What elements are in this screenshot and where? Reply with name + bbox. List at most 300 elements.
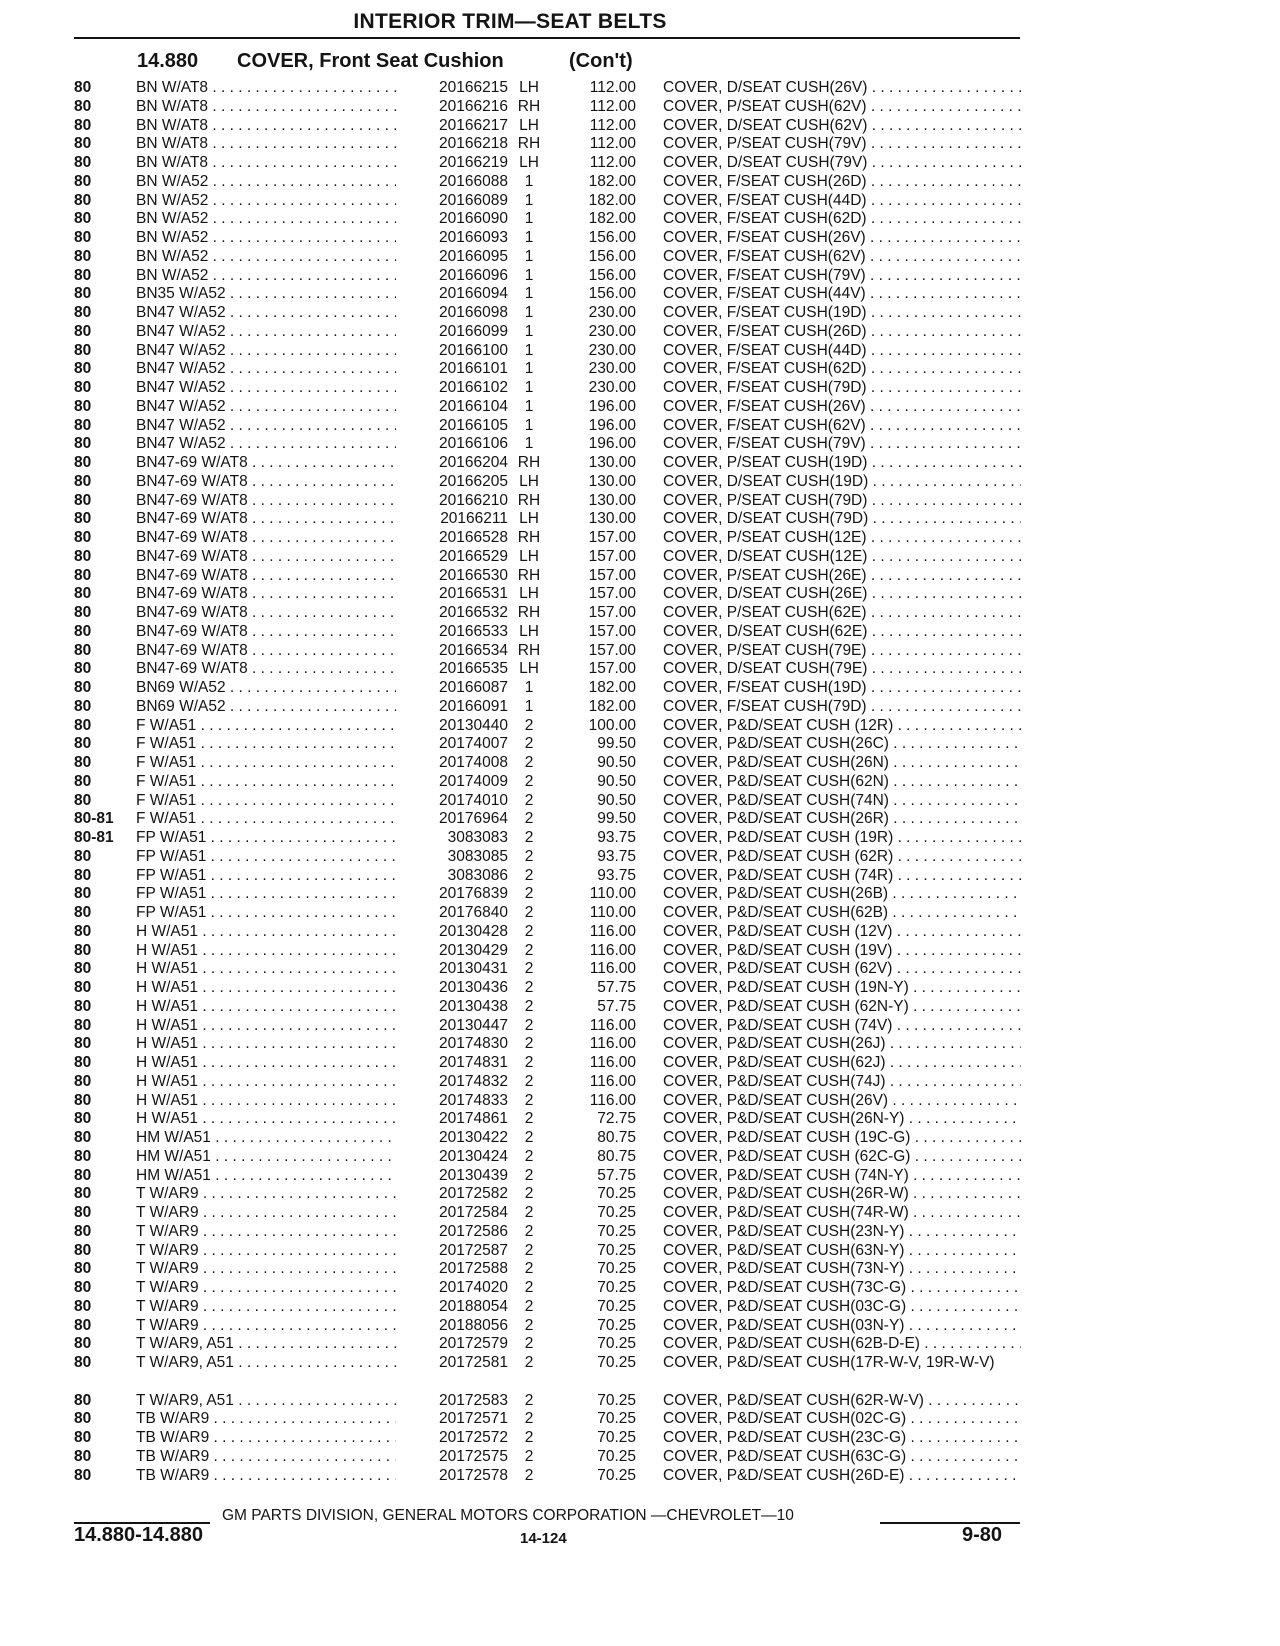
description-cell: COVER, P/SEAT CUSH(79V) . . . [663, 135, 1021, 154]
model-cell: BN47 W/A52 . . . [136, 435, 406, 454]
table-row [0, 1354, 1280, 1392]
price-cell: 57.75 [597, 997, 636, 1015]
year-cell: 80 [74, 697, 92, 715]
price-cell: 157.00 [588, 604, 636, 621]
year-cell: 80 [74, 397, 92, 415]
model-cell: BN47-69 W/AT8 . . . [136, 604, 406, 623]
year-cell: 80 [74, 791, 92, 809]
model-cell: BN W/AT8 . . . [136, 135, 406, 154]
model-cell: BN W/A52 . . . [136, 267, 406, 286]
year-cell: 80 [74, 1185, 92, 1203]
quantity-cell: 2 [524, 1054, 534, 1071]
year-cell: 80 [74, 1072, 92, 1090]
table-row [0, 1410, 1280, 1429]
year-cell: 80 [74, 79, 92, 96]
model-cell: TB W/AR9 . . . [136, 1429, 406, 1448]
year-cell: 80 [74, 341, 92, 359]
price-cell: 116.00 [589, 1091, 636, 1109]
year-cell: 80 [74, 304, 92, 321]
quantity-cell: 1 [524, 697, 534, 715]
quantity-cell: 1 [524, 341, 534, 359]
quantity-cell: 1 [524, 397, 534, 415]
description-cell: COVER, D/SEAT CUSH(62E) . . . [663, 623, 1021, 642]
table-row [0, 210, 1280, 229]
description-cell: COVER, P&D/SEAT CUSH(63C-G) . . . [663, 1448, 1021, 1467]
year-cell: 80 [74, 979, 92, 996]
model-cell: FP W/A51 . . . [136, 848, 406, 867]
price-cell: 93.75 [597, 866, 636, 884]
part-number-cell: 20130429 [396, 942, 508, 961]
table-row [0, 1035, 1280, 1054]
table-row [0, 1204, 1280, 1223]
model-cell: BN69 W/A52 . . . [136, 679, 406, 698]
table-row [0, 998, 1280, 1017]
description-cell: COVER, F/SEAT CUSH(79D) . . . [663, 698, 1021, 717]
description-cell: COVER, F/SEAT CUSH(26V) . . . [663, 229, 1021, 248]
description-cell: COVER, P/SEAT CUSH(19D) . . . [663, 454, 1021, 473]
year-cell: 80 [74, 416, 92, 434]
part-number-cell: 20172587 [396, 1242, 508, 1261]
quantity-cell: 2 [524, 1279, 534, 1296]
description-cell: COVER, P&D/SEAT CUSH (19R) . . . [663, 829, 1021, 848]
part-number-cell: 20166215 [396, 79, 508, 98]
year-cell: 80 [74, 772, 92, 790]
section-title: COVER, Front Seat Cushion [237, 50, 504, 72]
quantity-cell: 1 [524, 435, 534, 453]
table-row [0, 885, 1280, 904]
model-cell: BN47 W/A52 . . . [136, 379, 406, 398]
description-cell: COVER, P&D/SEAT CUSH (12V) . . . [663, 923, 1021, 942]
quantity-cell: LH [519, 585, 539, 603]
part-number-cell: 20166106 [396, 435, 508, 454]
table-row [0, 154, 1280, 173]
description-cell: COVER, P&D/SEAT CUSH (62C-G) . . . [663, 1148, 1021, 1167]
part-number-cell: 20166098 [396, 304, 508, 323]
quantity-cell: 1 [524, 360, 534, 378]
price-cell: 116.00 [589, 960, 636, 978]
price-cell: 70.25 [597, 1297, 636, 1315]
table-row [0, 267, 1280, 286]
model-cell: H W/A51 . . . [136, 923, 406, 942]
description-cell: COVER, P/SEAT CUSH(79E) . . . [663, 642, 1021, 661]
price-cell: 130.00 [588, 510, 636, 528]
year-cell: 80 [74, 847, 92, 865]
year-cell: 80 [74, 172, 92, 190]
model-cell: T W/AR9 . . . [136, 1260, 406, 1279]
price-cell: 116.00 [589, 941, 636, 959]
description-cell: COVER, D/SEAT CUSH(19D) . . . [663, 473, 1021, 492]
description-cell: COVER, P/SEAT CUSH(12E) . . . [663, 529, 1021, 548]
model-cell: TB W/AR9 . . . [136, 1467, 406, 1486]
quantity-cell: 2 [524, 716, 534, 734]
table-row [0, 342, 1280, 361]
part-number-cell: 20188054 [396, 1298, 508, 1317]
table-row [0, 1129, 1280, 1148]
table-row [0, 1392, 1280, 1411]
quantity-cell: 2 [524, 1204, 534, 1221]
table-row [0, 1298, 1280, 1317]
model-cell: FP W/A51 . . . [136, 904, 406, 923]
quantity-cell: 2 [524, 847, 534, 865]
table-row [0, 904, 1280, 923]
part-number-cell: 20166535 [396, 660, 508, 679]
part-number-cell: 20166088 [396, 173, 508, 192]
description-cell: COVER, P/SEAT CUSH(62V) . . . [663, 98, 1021, 117]
quantity-cell: 2 [524, 1429, 534, 1446]
description-cell: COVER, F/SEAT CUSH(44V) . . . [663, 285, 1021, 304]
quantity-cell: LH [519, 472, 539, 490]
part-number-cell: 20166210 [396, 492, 508, 511]
year-cell: 80 [74, 1316, 92, 1334]
year-cell: 80 [74, 641, 92, 659]
part-number-cell: 20166205 [396, 473, 508, 492]
description-cell: COVER, D/SEAT CUSH(62V) . . . [663, 117, 1021, 136]
quantity-cell: 2 [524, 866, 534, 884]
table-row [0, 173, 1280, 192]
model-cell: FP W/A51 . . . [136, 885, 406, 904]
table-row [0, 810, 1280, 829]
description-cell: COVER, P&D/SEAT CUSH(26R-W) . . . [663, 1185, 1021, 1204]
part-number-cell: 20172579 [396, 1335, 508, 1354]
price-cell: 70.25 [597, 1279, 636, 1296]
price-cell: 70.25 [597, 1447, 636, 1465]
part-number-cell: 20174008 [396, 754, 508, 773]
table-row [0, 79, 1280, 98]
year-cell: 80 [74, 679, 92, 696]
model-cell: TB W/AR9 . . . [136, 1448, 406, 1467]
part-number-cell: 20174009 [396, 773, 508, 792]
table-row [0, 1054, 1280, 1073]
description-cell: COVER, P&D/SEAT CUSH(17R-W-V, 19R-W-V) [663, 1354, 995, 1371]
price-cell: 100.00 [588, 716, 636, 734]
price-cell: 156.00 [588, 247, 636, 265]
price-cell: 116.00 [589, 1072, 636, 1090]
quantity-cell: 2 [524, 904, 534, 921]
table-row [0, 848, 1280, 867]
quantity-cell: 1 [524, 322, 534, 340]
part-number-cell: 20172578 [396, 1467, 508, 1486]
year-cell: 80 [74, 1166, 92, 1184]
year-cell: 80 [74, 1279, 92, 1296]
price-cell: 157.00 [588, 547, 636, 565]
price-cell: 93.75 [597, 829, 636, 846]
description-cell: COVER, P&D/SEAT CUSH (19C-G) . . . [663, 1129, 1021, 1148]
table-row [0, 585, 1280, 604]
quantity-cell: 2 [524, 1447, 534, 1465]
price-cell: 70.25 [597, 1429, 636, 1446]
table-row [0, 454, 1280, 473]
table-row [0, 642, 1280, 661]
year-cell: 80 [74, 322, 92, 340]
description-cell: COVER, P&D/SEAT CUSH (19N-Y) . . . [663, 979, 1021, 998]
description-cell: COVER, F/SEAT CUSH(26D) . . . [663, 173, 1021, 192]
price-cell: 70.25 [597, 1410, 636, 1428]
model-cell: BN W/AT8 . . . [136, 79, 406, 98]
footer-page-number: 14-124 [520, 1530, 567, 1547]
price-cell: 57.75 [597, 1166, 636, 1184]
model-cell: T W/AR9 . . . [136, 1279, 406, 1298]
description-cell: COVER, F/SEAT CUSH(26D) . . . [663, 323, 1021, 342]
quantity-cell: LH [519, 622, 539, 640]
price-cell: 230.00 [588, 322, 636, 340]
table-row [0, 548, 1280, 567]
quantity-cell: 2 [524, 1391, 534, 1409]
table-row [0, 604, 1280, 623]
quantity-cell: 2 [524, 1335, 534, 1353]
description-cell: COVER, P&D/SEAT CUSH (74V) . . . [663, 1017, 1021, 1036]
table-row [0, 510, 1280, 529]
table-row [0, 1467, 1280, 1486]
year-cell: 80 [74, 97, 92, 115]
quantity-cell: LH [519, 510, 539, 528]
table-row [0, 1167, 1280, 1186]
price-cell: 70.25 [597, 1222, 636, 1240]
table-row [0, 1317, 1280, 1336]
table-row [0, 435, 1280, 454]
table-row [0, 623, 1280, 642]
description-cell: COVER, P&D/SEAT CUSH(26V) . . . [663, 1092, 1021, 1111]
model-cell: BN W/A52 . . . [136, 229, 406, 248]
model-cell: BN47 W/A52 . . . [136, 398, 406, 417]
table-row [0, 285, 1280, 304]
part-number-cell: 20172586 [396, 1223, 508, 1242]
table-row [0, 1017, 1280, 1036]
price-cell: 157.00 [588, 660, 636, 678]
section-number: 14.880 [137, 50, 199, 72]
description-cell: COVER, P&D/SEAT CUSH(02C-G) . . . [663, 1410, 1021, 1429]
part-number-cell: 20130436 [396, 979, 508, 998]
model-cell: F W/A51 . . . [136, 810, 406, 829]
table-row [0, 1185, 1280, 1204]
model-cell: BN47 W/A52 . . . [136, 360, 406, 379]
table-row [0, 117, 1280, 136]
model-cell: BN47-69 W/AT8 . . . [136, 529, 406, 548]
part-number-cell: 20172575 [396, 1448, 508, 1467]
year-cell: 80 [74, 379, 92, 396]
part-number-cell: 20130424 [396, 1148, 508, 1167]
price-cell: 157.00 [588, 622, 636, 640]
quantity-cell: 1 [524, 679, 534, 696]
part-number-cell: 20130428 [396, 923, 508, 942]
part-number-cell: 20166105 [396, 417, 508, 436]
part-number-cell: 20174833 [396, 1092, 508, 1111]
year-cell: 80 [74, 1147, 92, 1165]
description-cell: COVER, P&D/SEAT CUSH(73N-Y) . . . [663, 1260, 1021, 1279]
model-cell: F W/A51 . . . [136, 735, 406, 754]
table-row [0, 492, 1280, 511]
price-cell: 156.00 [588, 285, 636, 303]
model-cell: BN W/AT8 . . . [136, 117, 406, 136]
quantity-cell: 2 [524, 754, 534, 771]
part-number-cell: 20172582 [396, 1185, 508, 1204]
part-number-cell: 3083083 [396, 829, 508, 848]
part-number-cell: 20166217 [396, 117, 508, 136]
description-cell: COVER, P/SEAT CUSH(62E) . . . [663, 604, 1021, 623]
page-title: INTERIOR TRIM—SEAT BELTS [353, 10, 667, 33]
quantity-cell: RH [517, 491, 541, 509]
model-cell: FP W/A51 . . . [136, 829, 406, 848]
model-cell: TB W/AR9 . . . [136, 1410, 406, 1429]
quantity-cell: 2 [524, 922, 534, 940]
model-cell: T W/AR9, A51 . . . [136, 1392, 406, 1411]
description-cell: COVER, D/SEAT CUSH(12E) . . . [663, 548, 1021, 567]
table-row [0, 942, 1280, 961]
table-row [0, 379, 1280, 398]
table-row [0, 1448, 1280, 1467]
table-row [0, 1429, 1280, 1448]
model-cell: BN47-69 W/AT8 . . . [136, 585, 406, 604]
model-cell: HM W/A51 . . . [136, 1148, 406, 1167]
price-cell: 116.00 [589, 1035, 636, 1053]
price-cell: 130.00 [588, 454, 636, 471]
price-cell: 116.00 [589, 1016, 636, 1034]
description-cell: COVER, D/SEAT CUSH(26V) . . . [663, 79, 1021, 98]
description-cell: COVER, P&D/SEAT CUSH(73C-G) . . . [663, 1279, 1021, 1298]
price-cell: 157.00 [588, 566, 636, 584]
model-cell: BN47-69 W/AT8 . . . [136, 454, 406, 473]
quantity-cell: 2 [524, 1354, 534, 1371]
quantity-cell: 1 [524, 247, 534, 265]
price-cell: 157.00 [588, 585, 636, 603]
model-cell: F W/A51 . . . [136, 754, 406, 773]
model-cell: H W/A51 . . . [136, 998, 406, 1017]
table-row [0, 960, 1280, 979]
part-number-cell: 20174007 [396, 735, 508, 754]
quantity-cell: 2 [524, 1466, 534, 1484]
description-cell: COVER, P&D/SEAT CUSH (74N-Y) . . . [663, 1167, 1021, 1186]
part-number-cell: 20172581 [396, 1354, 508, 1373]
table-row [0, 417, 1280, 436]
description-cell: COVER, P&D/SEAT CUSH(74R-W) . . . [663, 1204, 1021, 1223]
quantity-cell: 2 [524, 1129, 534, 1146]
price-cell: 116.00 [589, 922, 636, 940]
model-cell: BN47-69 W/AT8 . . . [136, 510, 406, 529]
price-cell: 182.00 [588, 191, 636, 209]
part-number-cell: 20166204 [396, 454, 508, 473]
part-number-cell: 20166534 [396, 642, 508, 661]
model-cell: F W/A51 . . . [136, 717, 406, 736]
price-cell: 112.00 [589, 79, 636, 96]
description-cell: COVER, P&D/SEAT CUSH(03C-G) . . . [663, 1298, 1021, 1317]
year-cell: 80 [74, 1297, 92, 1315]
year-cell: 80 [74, 191, 92, 209]
year-cell: 80 [74, 904, 92, 921]
price-cell: 157.00 [588, 529, 636, 546]
year-cell: 80 [74, 885, 92, 903]
table-row [0, 567, 1280, 586]
year-cell: 80 [74, 266, 92, 284]
model-cell: T W/AR9 . . . [136, 1317, 406, 1336]
price-cell: 182.00 [588, 697, 636, 715]
description-cell: COVER, P&D/SEAT CUSH (62V) . . . [663, 960, 1021, 979]
quantity-cell: 2 [524, 1410, 534, 1428]
quantity-cell: 2 [524, 1166, 534, 1184]
model-cell: BN W/A52 . . . [136, 173, 406, 192]
part-number-cell: 20166528 [396, 529, 508, 548]
model-cell: BN47-69 W/AT8 . . . [136, 623, 406, 642]
year-cell: 80 [74, 1241, 92, 1259]
year-cell: 80 [74, 435, 92, 453]
price-cell: 196.00 [588, 416, 636, 434]
price-cell: 70.25 [597, 1260, 636, 1278]
quantity-cell: 2 [524, 1222, 534, 1240]
year-cell: 80 [74, 1204, 92, 1221]
year-cell: 80 [74, 529, 92, 546]
price-cell: 70.25 [597, 1466, 636, 1484]
description-cell: COVER, F/SEAT CUSH(62V) . . . [663, 248, 1021, 267]
quantity-cell: RH [517, 135, 541, 153]
table-row [0, 792, 1280, 811]
part-number-cell: 20166091 [396, 698, 508, 717]
price-cell: 80.75 [597, 1129, 636, 1146]
description-cell: COVER, P&D/SEAT CUSH (19V) . . . [663, 942, 1021, 961]
model-cell: BN W/A52 . . . [136, 192, 406, 211]
model-cell: T W/AR9, A51 . . . [136, 1335, 406, 1354]
year-cell: 80 [74, 454, 92, 471]
quantity-cell: 2 [524, 997, 534, 1015]
parts-list [0, 79, 1280, 1485]
description-cell: COVER, P&D/SEAT CUSH(26R) . . . [663, 810, 1021, 829]
footer-date: 9-80 [962, 1524, 1003, 1546]
model-cell: BN47-69 W/AT8 . . . [136, 642, 406, 661]
table-row [0, 229, 1280, 248]
price-cell: 70.25 [597, 1204, 636, 1221]
price-cell: 157.00 [588, 641, 636, 659]
part-number-cell: 20166101 [396, 360, 508, 379]
model-cell: H W/A51 . . . [136, 1092, 406, 1111]
price-cell: 230.00 [588, 360, 636, 378]
model-cell: BN47 W/A52 . . . [136, 323, 406, 342]
table-row [0, 979, 1280, 998]
year-cell: 80 [74, 735, 92, 753]
quantity-cell: 1 [524, 379, 534, 396]
table-row [0, 698, 1280, 717]
part-number-cell: 20174861 [396, 1110, 508, 1129]
description-cell: COVER, P&D/SEAT CUSH(62B) . . . [663, 904, 1021, 923]
year-cell: 80 [74, 1222, 92, 1240]
year-cell: 80 [74, 1466, 92, 1484]
price-cell: 230.00 [588, 341, 636, 359]
table-row [0, 1148, 1280, 1167]
model-cell: BN47 W/A52 . . . [136, 304, 406, 323]
table-row [0, 829, 1280, 848]
part-number-cell: 20166218 [396, 135, 508, 154]
part-number-cell: 20130422 [396, 1129, 508, 1148]
quantity-cell: 1 [524, 266, 534, 284]
price-cell: 112.00 [589, 135, 636, 153]
quantity-cell: 2 [524, 1260, 534, 1278]
model-cell: BN47-69 W/AT8 . . . [136, 660, 406, 679]
model-cell: H W/A51 . . . [136, 979, 406, 998]
price-cell: 110.00 [589, 885, 636, 903]
model-cell: HM W/A51 . . . [136, 1129, 406, 1148]
title-rule [74, 37, 1020, 39]
part-number-cell: 20176964 [396, 810, 508, 829]
price-cell: 90.50 [597, 791, 636, 809]
table-row [0, 867, 1280, 886]
part-number-cell: 20166102 [396, 379, 508, 398]
quantity-cell: 1 [524, 285, 534, 303]
description-cell: COVER, P&D/SEAT CUSH(26N-Y) . . . [663, 1110, 1021, 1129]
quantity-cell: RH [517, 97, 541, 115]
description-cell: COVER, P&D/SEAT CUSH(23N-Y) . . . [663, 1223, 1021, 1242]
quantity-cell: 2 [524, 735, 534, 753]
model-cell: F W/A51 . . . [136, 773, 406, 792]
price-cell: 130.00 [588, 472, 636, 490]
quantity-cell: 1 [524, 210, 534, 228]
year-cell: 80 [74, 622, 92, 640]
year-cell: 80 [74, 1260, 92, 1278]
